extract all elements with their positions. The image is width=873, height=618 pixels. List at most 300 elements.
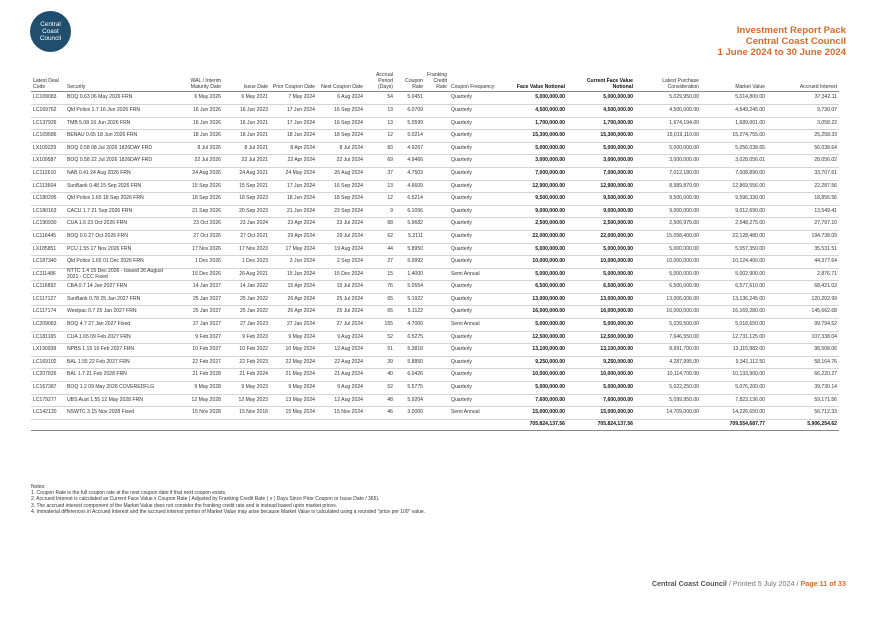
cell-freq: Quarterly <box>449 92 501 105</box>
cell-next: 25 Jul 2024 <box>317 306 365 319</box>
investment-table <box>31 73 839 431</box>
cell-maturity: 1 Dec 2026 <box>177 256 223 269</box>
cell-purchase: 5,022,250.00 <box>635 382 701 395</box>
cell-accrued: 9,730.07 <box>767 104 839 117</box>
cell-market: 7,823,136.00 <box>701 394 767 407</box>
cell-franking <box>425 205 449 218</box>
cell-days: 83 <box>365 142 395 155</box>
cell-freq: Quarterly <box>449 256 501 269</box>
cell-days: 15 <box>365 268 395 281</box>
cell-market: 9,596,330.00 <box>701 193 767 206</box>
cell-face: 5,000,000.00 <box>501 92 567 105</box>
cell-face: 15,300,000.00 <box>501 130 567 143</box>
total-face: 705,824,137.56 <box>501 419 567 430</box>
note-4: 4. Immaterial differences in Accrued Interest and the accrued interest portion of Market Value may arise because Market Value is calculated using a rounded "price per 100" value. <box>31 508 426 515</box>
cell-next: 29 Jul 2024 <box>317 230 365 243</box>
cell-maturity: 24 Aug 2026 <box>177 167 223 180</box>
cell-current: 5,000,000.00 <box>567 382 635 395</box>
cell-issue: 27 Jan 2023 <box>223 319 270 332</box>
cell-freq: Quarterly <box>449 142 501 155</box>
cell-current: 12,900,000.00 <box>567 180 635 193</box>
cell-days: 155 <box>365 319 395 332</box>
cell-code: LC113604 <box>31 180 65 193</box>
cell-accrued: 39,730.14 <box>767 382 839 395</box>
cell-next: 8 Jul 2024 <box>317 142 365 155</box>
cell-prior: 18 Jun 2024 <box>270 193 317 206</box>
cell-code: LC181165 <box>31 331 65 344</box>
cell-market: 10,133,900.00 <box>701 369 767 382</box>
cell-franking <box>425 369 449 382</box>
cell-purchase: 10,000,000.00 <box>635 256 701 269</box>
cell-next: 2 Sep 2024 <box>317 256 365 269</box>
cell-maturity: 17 Nov 2026 <box>177 243 223 256</box>
cell-issue: 25 Jan 2022 <box>223 293 270 306</box>
cell-maturity: 9 May 2028 <box>177 382 223 395</box>
logo-line-1: Central <box>40 21 61 28</box>
cell-freq: Quarterly <box>449 205 501 218</box>
cell-current: 13,000,000.00 <box>567 293 635 306</box>
cell-security: BOQ 0.58 22 Jul 2026 1826DAY FRD <box>65 155 177 168</box>
cell-maturity: 10 Feb 2027 <box>177 344 223 357</box>
notes-title: Notes: <box>31 484 46 490</box>
cell-current: 9,250,000.00 <box>567 356 635 369</box>
total-empty-cell <box>270 419 317 430</box>
col-face-value: Face Value Notional <box>501 73 567 92</box>
report-org: Central Coast Council <box>745 35 846 47</box>
notes <box>31 484 425 515</box>
cell-franking <box>425 256 449 269</box>
cell-days: 40 <box>365 369 395 382</box>
cell-face: 4,500,000.00 <box>501 104 567 117</box>
cell-prior: 23 Apr 2024 <box>270 218 317 231</box>
cell-rate: 6.5275 <box>395 331 425 344</box>
cell-freq: Quarterly <box>449 218 501 231</box>
cell-accrued: 107,338.04 <box>767 331 839 344</box>
cell-days: 46 <box>365 407 395 420</box>
cell-market: 3,028,056.01 <box>701 155 767 168</box>
cell-issue: 10 Feb 2022 <box>223 344 270 357</box>
cell-current: 22,000,000.00 <box>567 230 635 243</box>
col-maturity: WAL / Interim Maturity Date <box>177 73 223 92</box>
cell-market: 4,549,245.00 <box>701 104 767 117</box>
cell-purchase: 5,000,000.00 <box>635 142 701 155</box>
cell-franking <box>425 155 449 168</box>
cell-freq: Quarterly <box>449 230 501 243</box>
cell-prior: 21 May 2024 <box>270 369 317 382</box>
cell-days: 54 <box>365 92 395 105</box>
cell-market: 10,124,400.00 <box>701 256 767 269</box>
cell-security: BOQ 4.7 27 Jan 2027 Fixed <box>65 319 177 332</box>
cell-rate: 5.8950 <box>395 243 425 256</box>
cell-face: 10,000,000.00 <box>501 369 567 382</box>
cell-days: 76 <box>365 281 395 294</box>
cell-code: LC207826 <box>31 369 65 382</box>
cell-days: 37 <box>365 167 395 180</box>
cell-security: Westpac 0.7 25 Jan 2027 FRN <box>65 306 177 319</box>
cell-accrued: 194,738.09 <box>767 230 839 243</box>
cell-freq: Quarterly <box>449 104 501 117</box>
cell-security: CBA 0.7 14 Jan 2027 FRN <box>65 281 177 294</box>
cell-current: 9,000,000.00 <box>567 205 635 218</box>
cell-market: 7,008,890.00 <box>701 167 767 180</box>
cell-security: Qld Police 1.7 16 Jun 2026 FRN <box>65 104 177 117</box>
footer-page-number: Page 11 of 33 <box>800 579 846 588</box>
report-title: Investment Report Pack <box>736 25 846 36</box>
cell-franking <box>425 104 449 117</box>
report-header <box>717 26 846 58</box>
cell-freq: Quarterly <box>449 293 501 306</box>
cell-accrued: 28,056.02 <box>767 155 839 168</box>
table-row <box>31 205 839 218</box>
cell-face: 13,000,000.00 <box>501 293 567 306</box>
cell-franking <box>425 281 449 294</box>
cell-face: 5,000,000.00 <box>501 142 567 155</box>
cell-current: 7,600,000.00 <box>567 394 635 407</box>
cell-market: 5,076,200.00 <box>701 382 767 395</box>
cell-freq: Quarterly <box>449 344 501 357</box>
cell-issue: 26 Aug 2021 <box>223 268 270 281</box>
cell-face: 10,000,000.00 <box>501 256 567 269</box>
cell-freq: Quarterly <box>449 193 501 206</box>
cell-security: NTTC 1.4 15 Dec 2026 - Issued 26 August 2021 - CCC Fixed <box>65 268 177 281</box>
cell-rate: 6.0426 <box>395 369 425 382</box>
cell-freq: Quarterly <box>449 130 501 143</box>
cell-security: BOQ 0.6 27 Oct 2026 FRN <box>65 230 177 243</box>
cell-market: 5,014,800.00 <box>701 92 767 105</box>
cell-market: 9,341,112.50 <box>701 356 767 369</box>
cell-purchase: 8,991,700.00 <box>635 344 701 357</box>
cell-security: NSWTC 3 15 Nov 2028 Fixed <box>65 407 177 420</box>
cell-prior: 21 Jun 2024 <box>270 205 317 218</box>
cell-franking <box>425 167 449 180</box>
cell-market: 16,169,280.00 <box>701 306 767 319</box>
col-accrual-days: Accrual Period (Days) <box>365 73 395 92</box>
cell-current: 15,000,000.00 <box>567 407 635 420</box>
cell-days: 39 <box>365 356 395 369</box>
cell-days: 13 <box>365 117 395 130</box>
cell-prior: 8 Apr 2024 <box>270 142 317 155</box>
cell-prior: 26 Apr 2024 <box>270 306 317 319</box>
cell-code: LX190938 <box>31 344 65 357</box>
cell-code: LC109586 <box>31 130 65 143</box>
cell-security: Qld Police 1.65 18 Sep 2026 FRN <box>65 193 177 206</box>
cell-next: 15 Dec 2024 <box>317 268 365 281</box>
cell-next: 26 Aug 2024 <box>317 167 365 180</box>
cell-purchase: 16,000,000.00 <box>635 306 701 319</box>
cell-issue: 15 Sep 2021 <box>223 180 270 193</box>
total-empty-cell <box>65 419 177 430</box>
cell-next: 16 Sep 2024 <box>317 117 365 130</box>
table-row <box>31 155 839 168</box>
cell-prior: 18 Jun 2024 <box>270 130 317 143</box>
cell-issue: 27 Oct 2021 <box>223 230 270 243</box>
cell-market: 5,056,038.65 <box>701 142 767 155</box>
cell-next: 9 Aug 2024 <box>317 382 365 395</box>
cell-purchase: 3,000,000.00 <box>635 155 701 168</box>
col-prior-coupon: Prior Coupon Date <box>270 73 317 92</box>
cell-days: 12 <box>365 130 395 143</box>
total-empty-cell <box>449 419 501 430</box>
cell-current: 5,000,000.00 <box>567 92 635 105</box>
cell-next: 23 Sep 2024 <box>317 205 365 218</box>
cell-rate: 6.0709 <box>395 104 425 117</box>
cell-code: LC142120 <box>31 407 65 420</box>
cell-purchase: 9,000,000.00 <box>635 205 701 218</box>
cell-accrued: 2,876.71 <box>767 268 839 281</box>
cell-security: BOQ 0.63 06 May 2026 FRN <box>65 92 177 105</box>
cell-purchase: 2,506,975.00 <box>635 218 701 231</box>
cell-days: 69 <box>365 155 395 168</box>
cell-issue: 17 Nov 2023 <box>223 243 270 256</box>
cell-maturity: 21 Feb 2028 <box>177 369 223 382</box>
table-header-row <box>31 73 839 92</box>
table-row <box>31 281 839 294</box>
cell-face: 7,000,000.00 <box>501 167 567 180</box>
cell-prior: 17 Jun 2024 <box>270 180 317 193</box>
note-2: 2. Accrued Interest is calculated as Current Face Value x Coupon Rate ( Adjusted by Franking Credit Rate ) x ( Days Since Prior Coupon or Issue Date / 365). <box>31 496 380 503</box>
table-row <box>31 344 839 357</box>
table-row <box>31 180 839 193</box>
cell-face: 1,700,000.00 <box>501 117 567 130</box>
cell-freq: Quarterly <box>449 281 501 294</box>
cell-franking <box>425 230 449 243</box>
cell-days: 48 <box>365 394 395 407</box>
total-empty-cell <box>395 419 425 430</box>
cell-purchase: 6,500,000.00 <box>635 281 701 294</box>
cell-code: LC116892 <box>31 281 65 294</box>
cell-franking <box>425 394 449 407</box>
table-row <box>31 230 839 243</box>
cell-security: CUA 1.65 09 Feb 2027 FRN <box>65 331 177 344</box>
cell-days: 52 <box>365 382 395 395</box>
cell-accrued: 56,712.33 <box>767 407 839 420</box>
cell-face: 5,000,000.00 <box>501 382 567 395</box>
cell-days: 13 <box>365 104 395 117</box>
cell-rate: 5.9682 <box>395 218 425 231</box>
cell-maturity: 22 Feb 2027 <box>177 356 223 369</box>
cell-code: LC190930 <box>31 218 65 231</box>
cell-face: 22,000,000.00 <box>501 230 567 243</box>
cell-issue: 8 Jul 2021 <box>223 142 270 155</box>
cell-issue: 24 Aug 2021 <box>223 167 270 180</box>
cell-rate: 5.9204 <box>395 394 425 407</box>
cell-issue: 15 Nov 2018 <box>223 407 270 420</box>
cell-accrued: 59,171.56 <box>767 394 839 407</box>
cell-next: 18 Sep 2024 <box>317 193 365 206</box>
cell-rate: 5.0599 <box>395 117 425 130</box>
cell-freq: Semi Annual <box>449 268 501 281</box>
logo-line-2: Coast <box>42 28 59 35</box>
cell-market: 2,548,275.00 <box>701 218 767 231</box>
cell-accrued: 99,794.52 <box>767 319 839 332</box>
cell-issue: 22 Jul 2021 <box>223 155 270 168</box>
cell-code: LC117174 <box>31 306 65 319</box>
cell-maturity: 9 Feb 2027 <box>177 331 223 344</box>
cell-current: 5,000,000.00 <box>567 319 635 332</box>
cell-code: LC169762 <box>31 104 65 117</box>
cell-freq: Quarterly <box>449 180 501 193</box>
cell-maturity: 15 Nov 2028 <box>177 407 223 420</box>
cell-freq: Quarterly <box>449 117 501 130</box>
cell-franking <box>425 268 449 281</box>
cell-purchase: 5,039,500.00 <box>635 319 701 332</box>
col-franking: Franking Credit Rate <box>425 73 449 92</box>
cell-issue: 22 Feb 2023 <box>223 356 270 369</box>
cell-rate: 4.9267 <box>395 142 425 155</box>
cell-next: 21 Aug 2024 <box>317 369 365 382</box>
report-period: 1 June 2024 to 30 June 2024 <box>717 46 846 58</box>
cell-prior: 10 May 2024 <box>270 344 317 357</box>
cell-freq: Quarterly <box>449 331 501 344</box>
cell-purchase: 8,989,870.00 <box>635 180 701 193</box>
cell-days: 44 <box>365 243 395 256</box>
cell-days: 65 <box>365 293 395 306</box>
cell-next: 15 Nov 2024 <box>317 407 365 420</box>
cell-issue: 6 May 2021 <box>223 92 270 105</box>
cell-code: LC180163 <box>31 205 65 218</box>
table-row <box>31 319 839 332</box>
cell-rate: 6.1056 <box>395 205 425 218</box>
table-row <box>31 394 839 407</box>
cell-franking <box>425 356 449 369</box>
cell-rate: 5.5775 <box>395 382 425 395</box>
cell-freq: Quarterly <box>449 356 501 369</box>
cell-face: 13,100,000.00 <box>501 344 567 357</box>
col-deal-code: Latest Deal Code <box>31 73 65 92</box>
cell-freq: Semi Annual <box>449 407 501 420</box>
cell-rate: 5.0214 <box>395 130 425 143</box>
cell-code: LC117127 <box>31 293 65 306</box>
cell-franking <box>425 382 449 395</box>
col-coupon-rate: Coupon Rate <box>395 73 425 92</box>
cell-prior: 22 May 2024 <box>270 356 317 369</box>
cell-prior: 7 May 2024 <box>270 92 317 105</box>
cell-issue: 14 Jan 2022 <box>223 281 270 294</box>
cell-days: 52 <box>365 331 395 344</box>
cell-security: CACU 1.7 21 Sep 2026 FRN <box>65 205 177 218</box>
table-row <box>31 104 839 117</box>
cell-security: PCU 1.55 17 Nov 2026 FRN <box>65 243 177 256</box>
cell-purchase: 4,287,995.00 <box>635 356 701 369</box>
cell-code: LC169102 <box>31 356 65 369</box>
cell-days: 9 <box>365 205 395 218</box>
page-footer <box>652 579 846 588</box>
cell-franking <box>425 92 449 105</box>
table-row <box>31 218 839 231</box>
cell-purchase: 9,500,000.00 <box>635 193 701 206</box>
table-row <box>31 167 839 180</box>
cell-face: 6,500,000.00 <box>501 281 567 294</box>
cell-issue: 18 Sep 2023 <box>223 193 270 206</box>
note-1: 1. Coupon Rate is the full coupon rate at the next coupon date if that next coupon exists. <box>31 490 227 497</box>
cell-face: 15,000,000.00 <box>501 407 567 420</box>
col-issue-date: Issue Date <box>223 73 270 92</box>
cell-face: 12,900,000.00 <box>501 180 567 193</box>
table-row <box>31 331 839 344</box>
cell-freq: Quarterly <box>449 155 501 168</box>
cell-current: 5,000,000.00 <box>567 268 635 281</box>
cell-rate: 5.9992 <box>395 256 425 269</box>
col-current-face: Current Face Value Notional <box>567 73 635 92</box>
cell-accrued: 13,549.41 <box>767 205 839 218</box>
cell-code: LX185851 <box>31 243 65 256</box>
cell-security: SunBank 0.48 15 Sep 2026 FRN <box>65 180 177 193</box>
total-empty-cell <box>31 419 65 430</box>
cell-current: 10,000,000.00 <box>567 256 635 269</box>
cell-current: 1,700,000.00 <box>567 117 635 130</box>
cell-prior: 9 May 2024 <box>270 382 317 395</box>
cell-accrued: 25,258.33 <box>767 130 839 143</box>
cell-maturity: 18 Jun 2026 <box>177 130 223 143</box>
cell-next: 9 Aug 2024 <box>317 331 365 344</box>
cell-code: LC209063 <box>31 319 65 332</box>
cell-maturity: 16 Jun 2026 <box>177 104 223 117</box>
total-market: 709,554,687.77 <box>701 419 767 430</box>
cell-security: NAB 0.41 24 Aug 2026 FRN <box>65 167 177 180</box>
cell-current: 15,300,000.00 <box>567 130 635 143</box>
cell-issue: 9 May 2023 <box>223 382 270 395</box>
col-market-value: Market Value <box>701 73 767 92</box>
cell-prior: 15 May 2024 <box>270 407 317 420</box>
cell-franking <box>425 193 449 206</box>
cell-next: 27 Jul 2024 <box>317 319 365 332</box>
cell-days: 13 <box>365 180 395 193</box>
cell-days: 12 <box>365 193 395 206</box>
logo-line-3: Council <box>39 35 62 42</box>
cell-accrued: 68,421.03 <box>767 281 839 294</box>
cell-current: 9,500,000.00 <box>567 193 635 206</box>
cell-security: CUA 1.6 23 Oct 2026 FRN <box>65 218 177 231</box>
cell-freq: Quarterly <box>449 306 501 319</box>
cell-market: 5,018,650.00 <box>701 319 767 332</box>
cell-issue: 16 Jun 2023 <box>223 104 270 117</box>
cell-purchase: 5,000,000.00 <box>635 268 701 281</box>
cell-security: Qld Police 1.65 01 Dec 2026 FRN <box>65 256 177 269</box>
cell-franking <box>425 344 449 357</box>
cell-market: 5,057,350.00 <box>701 243 767 256</box>
total-current: 705,824,137.56 <box>567 419 635 430</box>
cell-rate: 4.7000 <box>395 319 425 332</box>
cell-code: LC179277 <box>31 394 65 407</box>
cell-current: 7,000,000.00 <box>567 167 635 180</box>
cell-accrued: 120,202.99 <box>767 293 839 306</box>
cell-prior: 29 Apr 2024 <box>270 230 317 243</box>
cell-current: 3,000,000.00 <box>567 155 635 168</box>
cell-prior: 9 May 2024 <box>270 331 317 344</box>
table-row <box>31 92 839 105</box>
total-empty-cell <box>317 419 365 430</box>
table-row <box>31 293 839 306</box>
cell-face: 12,500,000.00 <box>501 331 567 344</box>
cell-current: 10,000,000.00 <box>567 369 635 382</box>
cell-issue: 18 Jun 2021 <box>223 130 270 143</box>
table-row <box>31 369 839 382</box>
cell-next: 16 Sep 2024 <box>317 180 365 193</box>
footer-printed: / Printed 5 July 2024 / <box>726 579 801 588</box>
cell-rate: 3.0000 <box>395 407 425 420</box>
cell-market: 22,128,480.00 <box>701 230 767 243</box>
cell-current: 4,500,000.00 <box>567 104 635 117</box>
cell-market: 13,115,982.00 <box>701 344 767 357</box>
cell-franking <box>425 142 449 155</box>
cell-accrued: 35,531.51 <box>767 243 839 256</box>
cell-prior: 17 Jun 2024 <box>270 104 317 117</box>
cell-issue: 25 Jan 2022 <box>223 306 270 319</box>
table-row <box>31 243 839 256</box>
total-empty-cell <box>223 419 270 430</box>
cell-accrued: 58,164.76 <box>767 356 839 369</box>
cell-prior: 24 May 2024 <box>270 167 317 180</box>
